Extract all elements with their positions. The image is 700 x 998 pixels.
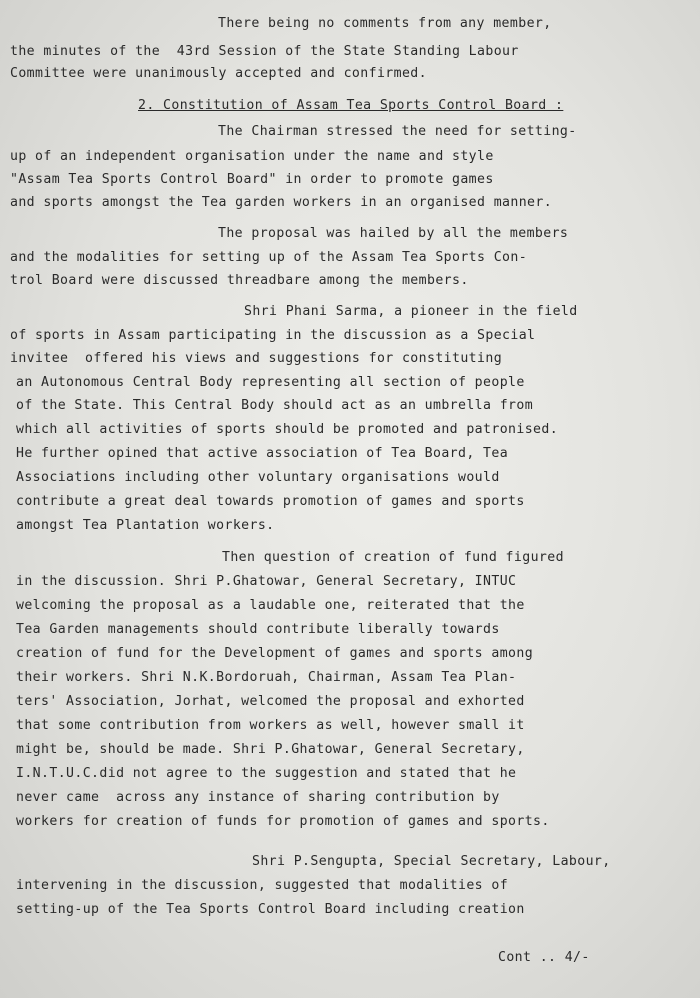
text-line: The proposal was hailed by all the members <box>218 226 569 241</box>
text-line: amongst Tea Plantation workers. <box>16 518 275 533</box>
text-line: never came across any instance of sharing contribution by <box>16 790 500 805</box>
text-line: creation of fund for the Development of games and sports among <box>16 646 534 661</box>
text-line: He further opined that active association of Tea Board, Tea <box>16 446 509 461</box>
text-line: and the modalities for setting up of the Assam Tea Sports Con- <box>10 250 528 265</box>
text-line: Shri Phani Sarma, a pioneer in the field <box>244 304 578 319</box>
text-line: their workers. Shri N.K.Bordoruah, Chairman, Assam Tea Plan- <box>16 670 517 685</box>
text-line: Associations including other voluntary organisations would <box>16 470 500 485</box>
text-line: welcoming the proposal as a laudable one, reiterated that the <box>16 598 525 613</box>
text-line: of the State. This Central Body should act as an umbrella from <box>16 398 534 413</box>
text-line: I.N.T.U.C.did not agree to the suggestion and stated that he <box>16 766 517 781</box>
text-line: which all activities of sports should be promoted and patronised. <box>16 422 559 437</box>
text-line: ters' Association, Jorhat, welcomed the proposal and exhorted <box>16 694 525 709</box>
text-line: trol Board were discussed threadbare among the members. <box>10 273 469 288</box>
text-line: and sports amongst the Tea garden workers in an organised manner. <box>10 195 553 210</box>
text-line: that some contribution from workers as well, however small it <box>16 718 525 733</box>
text-line: contribute a great deal towards promotion of games and sports <box>16 494 525 509</box>
text-line: invitee offered his views and suggestions for constituting <box>10 351 503 366</box>
text-line: up of an independent organisation under the name and style <box>10 149 494 164</box>
text-line: The Chairman stressed the need for setting- <box>218 124 577 139</box>
text-line: Shri P.Sengupta, Special Secretary, Labour, <box>252 854 611 869</box>
text-line: Committee were unanimously accepted and confirmed. <box>10 66 427 81</box>
text-line: an Autonomous Central Body representing all section of people <box>16 375 525 390</box>
text-line: of sports in Assam participating in the discussion as a Special <box>10 328 536 343</box>
text-line: Then question of creation of fund figured <box>222 550 564 565</box>
text-line: the minutes of the 43rd Session of the State Standing Labour <box>10 44 519 59</box>
section-heading: 2. Constitution of Assam Tea Sports Control Board : <box>138 98 564 113</box>
continuation-note: Cont .. 4/- <box>498 950 590 965</box>
text-line: in the discussion. Shri P.Ghatowar, General Secretary, INTUC <box>16 574 517 589</box>
text-line: workers for creation of funds for promotion of games and sports. <box>16 814 550 829</box>
text-line: There being no comments from any member, <box>218 16 552 31</box>
text-line: "Assam Tea Sports Control Board" in order to promote games <box>10 172 494 187</box>
text-line: setting-up of the Tea Sports Control Board including creation <box>16 902 525 917</box>
text-line: Tea Garden managements should contribute liberally towards <box>16 622 500 637</box>
text-line: intervening in the discussion, suggested that modalities of <box>16 878 509 893</box>
text-line: might be, should be made. Shri P.Ghatowar, General Secretary, <box>16 742 525 757</box>
